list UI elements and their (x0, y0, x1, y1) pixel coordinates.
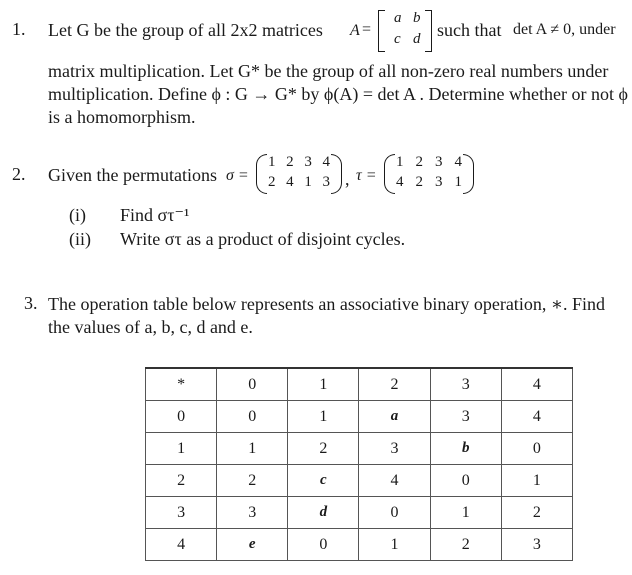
q1-line1-start: Let G be the group of all 2x2 matrices (48, 20, 323, 40)
row-label-cell: 0 (146, 401, 217, 433)
tau-top-4: 4 (454, 154, 462, 170)
table-row (146, 433, 573, 465)
operation-table (145, 367, 573, 561)
tau-bottom-3: 3 (435, 174, 443, 190)
matrix-entry-b: b (413, 10, 421, 26)
matrix-entry-c: c (394, 31, 401, 47)
left-paren (384, 154, 395, 194)
table-row (146, 529, 573, 561)
q2-part-ii-text: Write στ as a product of disjoint cycles. (120, 229, 406, 249)
table-cell: 0 (501, 433, 572, 465)
right-paren (331, 154, 342, 194)
q2-part-i-text: Find στ⁻¹ (120, 205, 190, 225)
matrix-entry-a: a (394, 10, 402, 26)
q1-line3: multiplication. Define ϕ : G → G* by ϕ(A) = det A . Determine whether or not ϕ (48, 84, 628, 104)
header-cell: 0 (217, 368, 288, 401)
q1-matrix-a (378, 10, 432, 52)
sigma-bottom-4: 3 (322, 174, 330, 190)
q1-condition: det A ≠ 0, under (513, 21, 616, 38)
sigma-top-1: 1 (268, 154, 276, 170)
row-label-cell: 2 (146, 465, 217, 497)
q1-matrix-eq: = (362, 21, 372, 38)
table-cell: 1 (288, 401, 359, 433)
row-label-cell: 3 (146, 497, 217, 529)
q3-line1: The operation table below represents an associative binary operation, ∗. Find (48, 294, 606, 314)
unknown-cell-a: a (359, 401, 430, 433)
tau-top-3: 3 (435, 154, 443, 170)
q1-matrix-symbol: A (350, 22, 360, 39)
tau-top-2: 2 (415, 154, 423, 170)
q2-number: 2. (12, 164, 26, 184)
table-cell: 4 (501, 401, 572, 433)
sigma-label: σ = (226, 167, 249, 184)
table-cell: 1 (359, 529, 430, 561)
table-cell: 3 (430, 401, 501, 433)
row-label-cell: 1 (146, 433, 217, 465)
table-cell: 1 (501, 465, 572, 497)
table-cell: 4 (359, 465, 430, 497)
table-cell: 2 (217, 465, 288, 497)
table-cell: 2 (288, 433, 359, 465)
table-cell: 1 (430, 497, 501, 529)
q3-number: 3. (24, 293, 38, 313)
header-cell: * (146, 368, 217, 401)
header-cell: 4 (501, 368, 572, 401)
sigma-top-3: 3 (304, 154, 312, 170)
q2-part-i-label: (i) (69, 205, 86, 225)
left-paren (256, 154, 267, 194)
tau-bottom-4: 1 (454, 174, 462, 190)
unknown-cell-c: c (288, 465, 359, 497)
q2-part-ii-label: (ii) (69, 229, 91, 249)
sigma-permutation (256, 154, 342, 194)
table-row (146, 497, 573, 529)
header-cell: 2 (359, 368, 430, 401)
table-row (146, 465, 573, 497)
q3-line2: the values of a, b, c, d and e. (48, 317, 253, 337)
tau-top-1: 1 (396, 154, 404, 170)
table-cell: 0 (430, 465, 501, 497)
sigma-top-2: 2 (286, 154, 294, 170)
table-cell: 2 (430, 529, 501, 561)
header-cell: 3 (430, 368, 501, 401)
matrix-entry-d: d (413, 31, 421, 47)
table-header-row (146, 368, 573, 401)
q1-line4: is a homomorphism. (48, 107, 196, 127)
q2-comma: , (345, 169, 350, 189)
tau-bottom-1: 4 (396, 174, 404, 190)
sigma-bottom-1: 2 (268, 174, 276, 190)
table-row (146, 401, 573, 433)
sigma-bottom-3: 1 (304, 174, 312, 190)
q2-intro: Given the permutations (48, 165, 217, 185)
table-cell: 3 (359, 433, 430, 465)
row-label-cell: 4 (146, 529, 217, 561)
q1-such-that: such that (437, 20, 502, 40)
table-cell: 0 (359, 497, 430, 529)
tau-bottom-2: 2 (415, 174, 423, 190)
sigma-top-4: 4 (322, 154, 330, 170)
header-cell: 1 (288, 368, 359, 401)
unknown-cell-e: e (217, 529, 288, 561)
unknown-cell-b: b (430, 433, 501, 465)
right-bracket (425, 10, 432, 52)
tau-label: τ = (356, 167, 377, 184)
table-cell: 2 (501, 497, 572, 529)
q1-line2: matrix multiplication. Let G* be the group of all non-zero real numbers under (48, 61, 609, 81)
left-bracket (378, 10, 385, 52)
table-cell: 0 (217, 401, 288, 433)
right-paren (463, 154, 474, 194)
unknown-cell-d: d (288, 497, 359, 529)
tau-permutation (384, 154, 474, 194)
table-cell: 0 (288, 529, 359, 561)
q1-number: 1. (12, 19, 26, 39)
table-cell: 3 (217, 497, 288, 529)
sigma-bottom-2: 4 (286, 174, 294, 190)
table-cell: 3 (501, 529, 572, 561)
table-cell: 1 (217, 433, 288, 465)
